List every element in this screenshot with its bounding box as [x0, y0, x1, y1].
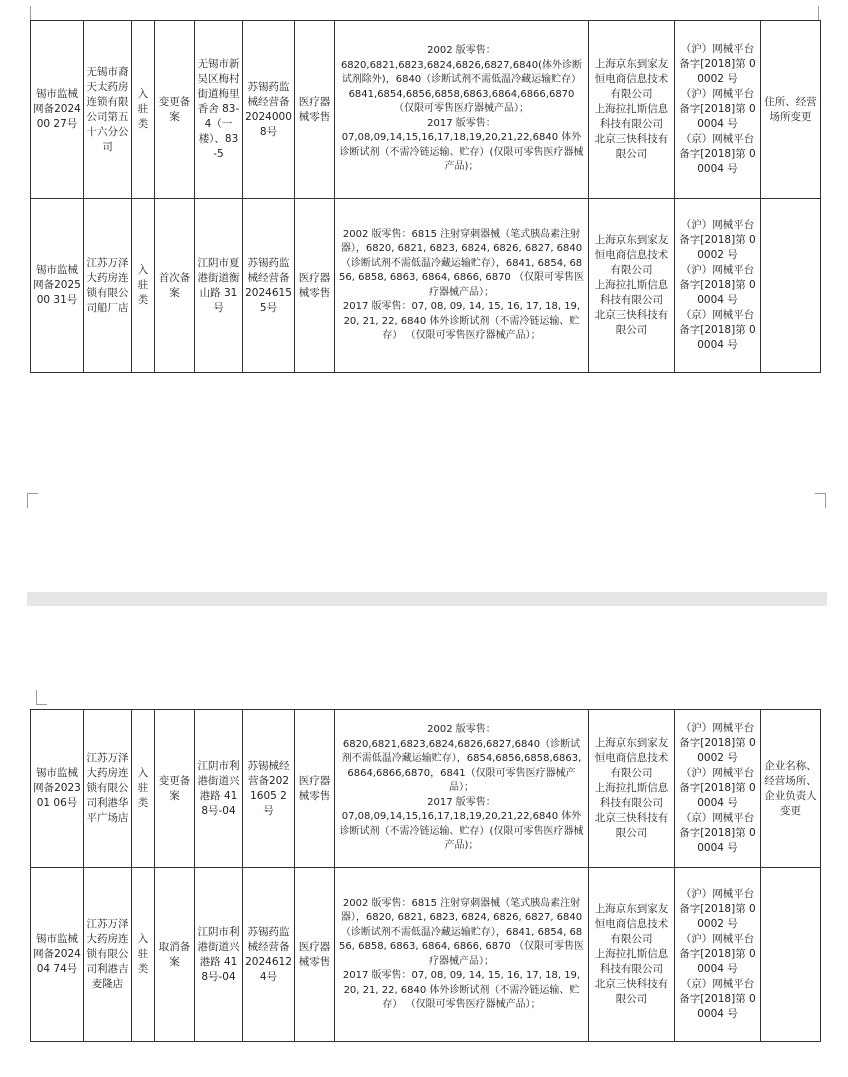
business-scope: [335, 710, 589, 868]
license-number: 苏锡药监械经营备2024612 4号: [243, 868, 295, 1042]
business-scope: [335, 21, 589, 199]
platform-names: [589, 21, 675, 199]
page1-top-left-corner-mark: [30, 6, 41, 21]
platform-name: 上海京东到家友恒电商信息技术有限公司: [594, 58, 669, 100]
platform-names: [589, 868, 675, 1042]
platform-name: 上海拉扎斯信息科技有限公司: [594, 782, 669, 809]
platform-name: 上海京东到家友恒电商信息技术有限公司: [594, 903, 669, 945]
remark: 住所、经营场所变更: [761, 21, 821, 199]
platform-name: 北京三快科技有限公司: [594, 812, 669, 839]
page1-bottom-left-corner-mark: [27, 493, 38, 508]
platform-names: [589, 710, 675, 868]
platform-name: 北京三快科技有限公司: [594, 309, 669, 336]
platform-name: 上海拉扎斯信息科技有限公司: [594, 948, 669, 975]
filing-number: 锡市监械网备202400 27号: [31, 21, 84, 199]
scope-line: 6820,6821,6823,6824,6826,6827,6840（诊断试剂不需低温冷藏运输贮存），6854,6856,6858,6863,6864,6866,6870，6841（仅限可零售医疗器械产品）；: [341, 738, 582, 794]
filing-action: 首次备案: [155, 199, 195, 373]
scope-line: 2017 版零售：: [427, 796, 496, 808]
license-number: 苏锡械经营备2021605 2号: [243, 710, 295, 868]
platform-name: 上海京东到家友恒电商信息技术有限公司: [594, 737, 669, 779]
scope-line: 2002 版零售：6815 注射穿刺器械（笔式胰岛素注射器），6820, 6821, 6823, 6824, 6826, 6827, 6840（诊断试剂不需低温冷藏运输贮存），6841, 6854, 6856, 6858, 6863, 6864, 6866, 6870 （仅限可零售医疗器械产品）；: [339, 228, 584, 298]
filing-number: 锡市监械网备202404 74号: [31, 868, 84, 1042]
business-scope: [335, 199, 589, 373]
business-category: 医疗器械零售: [295, 199, 335, 373]
remark: 企业名称、经营场所、企业负责人变更: [761, 710, 821, 868]
company-name: 江苏万泽大药房连锁有限公司利港吉麦隆店: [84, 868, 132, 1042]
platform-filing-number: （沪）网械平台备字[2018]第 00002 号: [679, 219, 756, 261]
business-category: 医疗器械零售: [295, 21, 335, 199]
filing-row: [31, 21, 821, 199]
business-address: 江阴市利港街道兴港路 418号-04: [195, 710, 243, 868]
filing-type: 入驻类: [132, 21, 155, 199]
platform-name: 北京三快科技有限公司: [594, 133, 669, 160]
scope-line: 2002 版零售：: [427, 45, 496, 57]
business-category: 医疗器械零售: [295, 710, 335, 868]
platform-filing-number: （沪）网械平台备字[2018]第 00002 号: [679, 43, 756, 85]
business-address: 无锡市新吴区梅村街道梅里香舍 83-4（一楼）、83-5: [195, 21, 243, 199]
page1-bottom-right-corner-mark: [815, 493, 826, 508]
scope-line: 6841,6854,6856,6858,6863,6864,6866,6870（仅限可零售医疗器械产品）；: [348, 88, 575, 115]
platform-filing-numbers: [675, 199, 761, 373]
business-address: 江阴市利港街道兴港路 418号-04: [195, 868, 243, 1042]
license-number: 苏锡药监械经营备2024615 5号: [243, 199, 295, 373]
scope-line: 07,08,09,14,15,16,17,18,19,20,21,22,6840 体外诊断试剂（不需冷链运输、贮存）(仅限可零售医疗器械产品)；: [339, 132, 584, 173]
platform-filing-number: （京）网械平台备字[2018]第 00004 号: [679, 133, 756, 175]
business-scope: [335, 868, 589, 1042]
filing-number: 锡市监械网备202500 31号: [31, 199, 84, 373]
page-gap-divider: [27, 592, 827, 606]
scope-line: 07,08,09,14,15,16,17,18,19,20,21,22,6840 体外诊断试剂（不需冷链运输、贮存）(仅限可零售医疗器械产品)；: [339, 811, 584, 852]
scope-line: 2017 版零售：07, 08, 09, 14, 15, 16, 17, 18, 19, 20, 21, 22, 6840 体外诊断试剂（不需冷链运输、贮存） （仅限可零售医疗器械产品）；: [342, 970, 581, 1010]
platform-names: [589, 199, 675, 373]
platform-filing-number: （京）网械平台备字[2018]第 00004 号: [679, 309, 756, 351]
platform-filing-numbers: [675, 21, 761, 199]
license-number: 苏锡药监械经营备2024000 8号: [243, 21, 295, 199]
platform-name: 上海京东到家友恒电商信息技术有限公司: [594, 234, 669, 276]
company-name: 无锡市裔天太药房连锁有限公司第五十六分公司: [84, 21, 132, 199]
page2-top-left-corner-mark: [36, 690, 47, 705]
filing-type: 入驻类: [132, 710, 155, 868]
remark: [761, 868, 821, 1042]
platform-filing-number: （沪）网械平台备字[2018]第 00004 号: [679, 88, 756, 130]
business-category: 医疗器械零售: [295, 868, 335, 1042]
remark: [761, 199, 821, 373]
business-address: 江阴市夏港街道衡山路 31号: [195, 199, 243, 373]
filing-table-page2: [30, 709, 821, 1042]
platform-filing-numbers: [675, 868, 761, 1042]
platform-name: 上海拉扎斯信息科技有限公司: [594, 103, 669, 130]
page1-top-right-corner-mark: [808, 6, 819, 21]
filing-number: 锡市监械网备202301 06号: [31, 710, 84, 868]
platform-filing-number: （京）网械平台备字[2018]第 00004 号: [679, 978, 756, 1020]
filing-action: 变更备案: [155, 21, 195, 199]
filing-action: 取消备案: [155, 868, 195, 1042]
scope-line: 6820,6821,6823,6824,6826,6827,6840(体外诊断试剂除外)，6840（诊断试剂不需低温冷藏运输贮存）: [340, 59, 583, 86]
platform-filing-number: （沪）网械平台备字[2018]第 00004 号: [679, 767, 756, 809]
scope-line: 2002 版零售：: [427, 724, 496, 736]
platform-filing-number: （沪）网械平台备字[2018]第 00002 号: [679, 722, 756, 764]
filing-row: [31, 868, 821, 1042]
platform-filing-number: （沪）网械平台备字[2018]第 00004 号: [679, 264, 756, 306]
scope-line: 2017 版零售：07, 08, 09, 14, 15, 16, 17, 18, 19, 20, 21, 22, 6840 体外诊断试剂（不需冷链运输、贮存） （仅限可零售医疗器械产品）；: [342, 301, 581, 341]
filing-type: 入驻类: [132, 868, 155, 1042]
scope-line: 2002 版零售：6815 注射穿刺器械（笔式胰岛素注射器），6820, 6821, 6823, 6824, 6826, 6827, 6840（诊断试剂不需低温冷藏运输贮存），6841, 6854, 6856, 6858, 6863, 6864, 6866, 6870 （仅限可零售医疗器械产品）；: [339, 897, 584, 967]
scope-line: 2017 版零售：: [427, 117, 496, 129]
filing-table-page1: [30, 20, 821, 373]
platform-name: 北京三快科技有限公司: [594, 978, 669, 1005]
filing-action: 变更备案: [155, 710, 195, 868]
platform-name: 上海拉扎斯信息科技有限公司: [594, 279, 669, 306]
filing-row: [31, 199, 821, 373]
platform-filing-numbers: [675, 710, 761, 868]
platform-filing-number: （沪）网械平台备字[2018]第 00002 号: [679, 888, 756, 930]
filing-row: [31, 710, 821, 868]
platform-filing-number: （沪）网械平台备字[2018]第 00004 号: [679, 933, 756, 975]
platform-filing-number: （京）网械平台备字[2018]第 00004 号: [679, 812, 756, 854]
filing-type: 入驻类: [132, 199, 155, 373]
company-name: 江苏万泽大药房连锁有限公司利港华平广场店: [84, 710, 132, 868]
company-name: 江苏万泽大药房连锁有限公司船厂店: [84, 199, 132, 373]
